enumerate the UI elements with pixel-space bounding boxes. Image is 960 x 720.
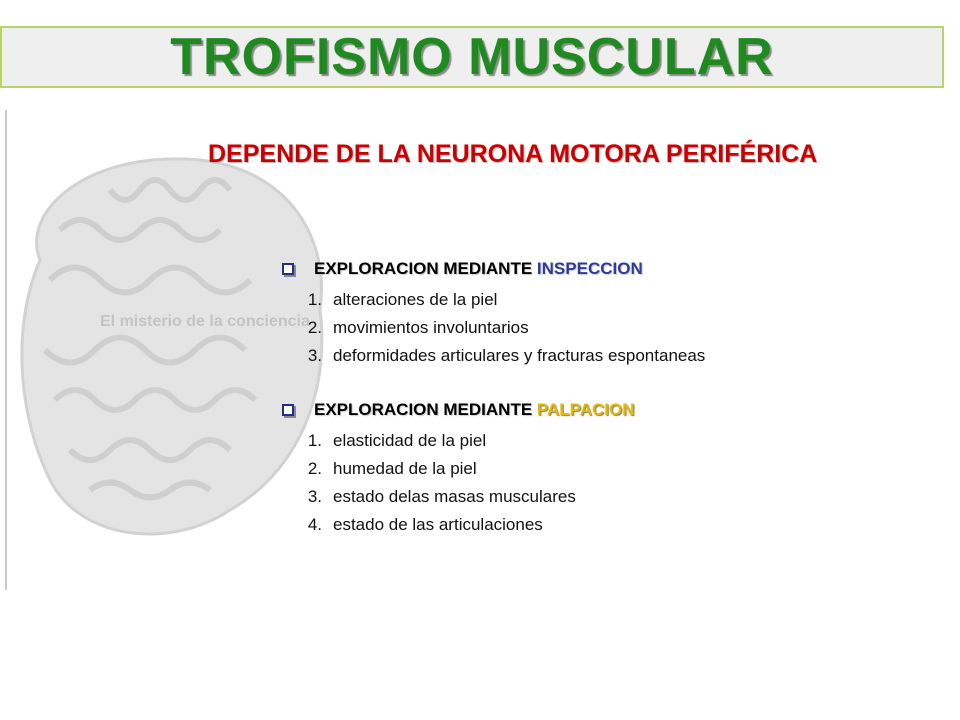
brain-watermark-image: [0, 110, 330, 600]
section-inspeccion: [282, 256, 882, 370]
heading-highlight: PALPACION: [536, 400, 635, 419]
item-text: alteraciones de la piel: [333, 290, 498, 309]
heading-prefix: EXPLORACION MEDIANTE: [314, 400, 533, 419]
item-text: estado de las articulaciones: [333, 515, 543, 534]
item-number: 1.: [307, 290, 322, 309]
list-item: [282, 483, 882, 511]
list-item: [282, 286, 882, 314]
section-heading: [282, 256, 882, 282]
list-item: [282, 511, 882, 539]
item-number: 2.: [307, 318, 322, 337]
item-number: 3.: [307, 487, 322, 506]
list-item: [282, 342, 882, 370]
title-banner: [0, 26, 944, 88]
slide-title: TROFISMO MUSCULAR: [170, 28, 774, 86]
item-text: humedad de la piel: [333, 459, 477, 478]
item-text: movimientos involuntarios: [333, 318, 529, 337]
section-heading: [282, 397, 882, 423]
item-text: elasticidad de la piel: [333, 431, 487, 450]
item-number: 4.: [307, 515, 322, 534]
heading-highlight: INSPECCION: [536, 259, 643, 278]
slide-subtitle: DEPENDE DE LA NEURONA MOTORA PERIFÉRICA: [208, 140, 818, 168]
item-text: estado delas masas musculares: [333, 487, 576, 506]
item-list: [282, 286, 882, 370]
item-number: 1.: [307, 431, 322, 450]
item-number: 2.: [307, 459, 322, 478]
item-number: 3.: [307, 346, 322, 365]
item-text: deformidades articulares y fracturas espontaneas: [333, 346, 706, 365]
watermark-text: El misterio de la conciencia: [100, 313, 310, 330]
heading-prefix: EXPLORACION MEDIANTE: [314, 259, 533, 278]
list-item: [282, 427, 882, 455]
section-palpacion: [282, 397, 882, 539]
checkbox-bullet-icon: [282, 404, 294, 416]
list-item: [282, 314, 882, 342]
item-list: [282, 427, 882, 539]
checkbox-bullet-icon: [282, 263, 294, 275]
list-item: [282, 455, 882, 483]
